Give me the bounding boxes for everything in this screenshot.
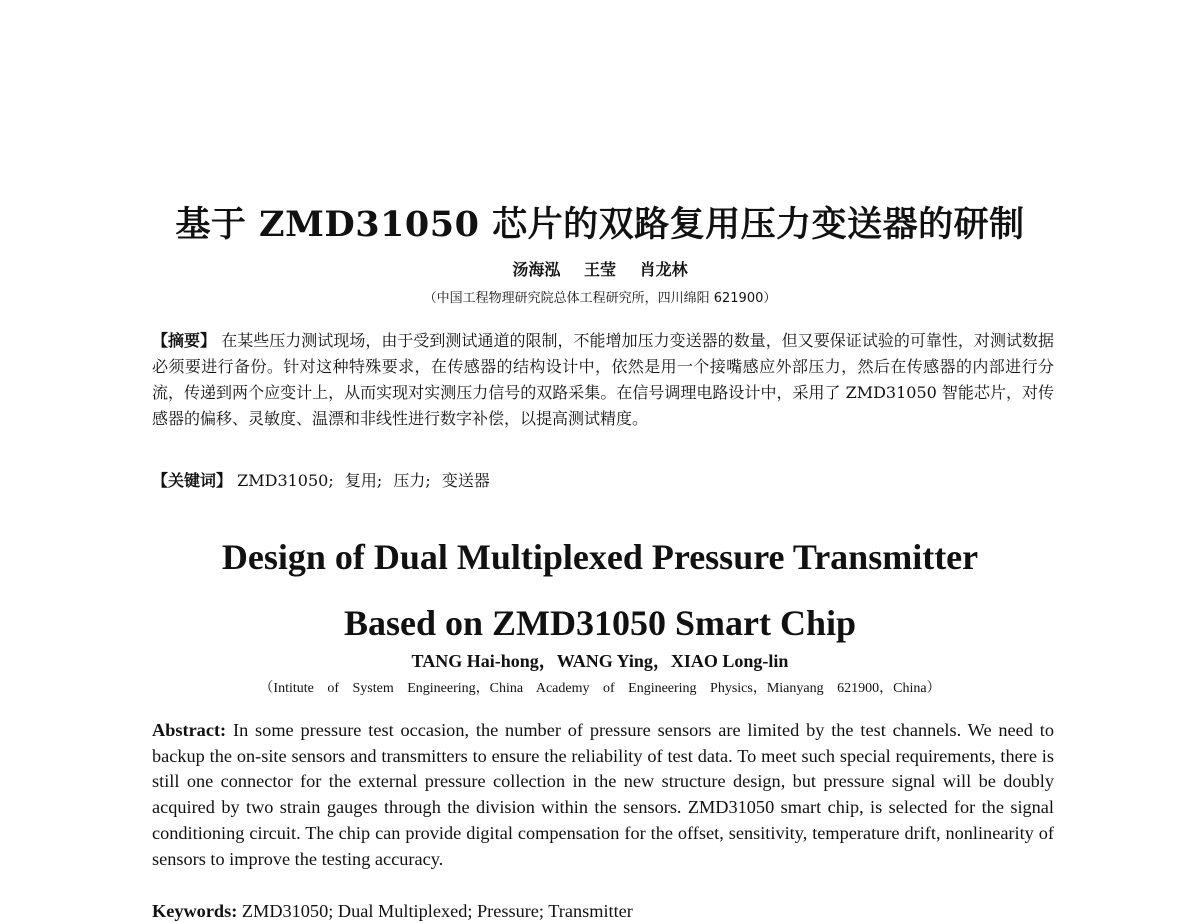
- chinese-keyword: 变送器: [441, 471, 490, 490]
- english-title: [0, 524, 1200, 656]
- chinese-abstract: [152, 328, 1054, 432]
- author-1: 汤海泓: [512, 260, 561, 279]
- chinese-affiliation: （中国工程物理研究院总体工程研究所，四川绵阳 621900）: [423, 291, 777, 306]
- chinese-keyword: 复用: [344, 471, 377, 490]
- english-keywords-label: Keywords:: [152, 901, 238, 921]
- english-title-line-1: Design of Dual Multiplexed Pressure Transmitter: [221, 537, 979, 577]
- english-keywords: [152, 899, 1054, 923]
- author-3: 肖龙林: [639, 260, 688, 279]
- chinese-keywords-label: 【关键词】: [152, 471, 233, 490]
- english-abstract-text: In some pressure test occasion, the number of pressure sensors are limited by the test channels. We need to backup the on-site sensors and transmitters to ensure the reliability of test data. To meet such special requirements, there is still one connector for the external pressure collection in the new structure design, but pressure signal will be doubly acquired by two strain gauges through the division within the sensors. ZMD31050 smart chip, is selected for the signal conditioning circuit. The chip can provide digital compensation for the offset, sensitivity, temperature drift, nonlinearity of sensors to improve the testing accuracy.: [152, 720, 1054, 869]
- english-affiliation: （Intitute of System Engineering，China Academy of Engineering Physics，Mianyang 621900，China）: [259, 681, 941, 696]
- chinese-keywords: 【关键词】 ZMD31050; 复用; 压力; 变送器: [152, 471, 490, 490]
- english-abstract-label: Abstract:: [152, 720, 227, 740]
- chinese-title: 基于 ZMD31050 芯片的双路复用压力变送器的研制: [175, 204, 1025, 245]
- english-abstract: [152, 718, 1054, 872]
- chinese-abstract-text: 在某些压力测试现场，由于受到测试通道的限制，不能增加压力变送器的数量，但又要保证试验的可靠性，对测试数据必须要进行备份。针对这种特殊要求，在传感器的结构设计中，依然是用一个接嘴感应外部压力，然后在传感器的内部进行分流，传递到两个应变计上，从而实现对实测压力信号的双路采集。在信号调理电路设计中，采用了 ZMD31050 智能芯片，对传感器的偏移、灵敏度、温漂和非线性进行数字补偿，以提高测试精度。: [152, 331, 1054, 428]
- chinese-keyword: ZMD31050: [237, 471, 329, 490]
- chinese-keyword: 压力: [393, 471, 426, 490]
- chinese-abstract-label: 【摘要】: [152, 331, 217, 350]
- chinese-authors: [0, 259, 1200, 281]
- english-title-line-2: Based on ZMD31050 Smart Chip: [343, 603, 857, 643]
- english-authors: TANG Hai-hong，WANG Ying，XIAO Long-lin: [411, 651, 789, 671]
- author-2: 王莹: [583, 260, 616, 279]
- english-keywords-text: ZMD31050; Dual Multiplexed; Pressure; Transmitter: [241, 901, 633, 921]
